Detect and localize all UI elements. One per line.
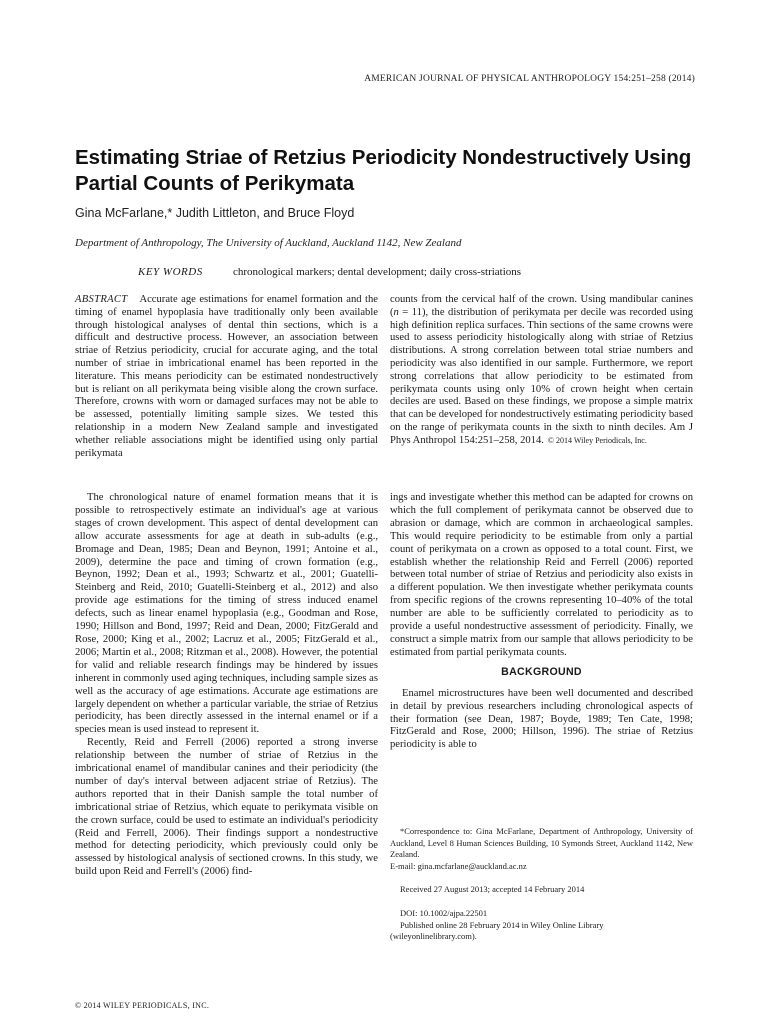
body-paragraph: The chronological nature of enamel formation means that it is possible to retrospectively estimate an individual's age at various stages of crown development. This aspect of dental development can allow accurate assessments for age at death in sub-adults (e.g., Bromage and Dean, 1985; Dean and Beynon, 1991; Antoine et al., 2009), determine the pace and timing of crown formation (e.g., Beynon, 1992; Dean et al., 1993; Schwartz et al., 2001; Guatelli-Steinberg and Reid, 2010; Guatelli-Steinberg et al., 2012) and also provide age estimations for the timing of stress induced enamel defects, such as linear enamel hypoplasia (e.g., Goodman and Rose, 1990; Hillson and Bond, 1997; Reid and Dean, 2000; FitzGerald and Rose, 2000; King et al., 2002; Lacruz et al., 2005; FitzGerald et al., 2006; Martin et al., 2008; Ritzman et al., 2008). However, the potential for valid and reliable research findings may be hindered by issues inherent in commonly used aging techniques, including sample sizes as well as the accuracy of age estimations. Accurate age estimations are largely dependent on whether a particular variable, the striae of Retzius periodicity, has been directly assessed in the internal enamel or if a species mean is used instead to represent it.	[75, 492, 378, 736]
correspondence-email: E-mail: gina.mcfarlane@auckland.ac.nz	[390, 860, 527, 871]
abstract-text-right-a: counts from the cervical half of the crown. Using mandibular canines (	[390, 294, 693, 318]
footnotes	[390, 826, 693, 943]
abstract-italic-n: n	[393, 306, 399, 318]
abstract-copyright: © 2014 Wiley Periodicals, Inc.	[547, 435, 647, 445]
library-url: (wileyonlinelibrary.com).	[390, 931, 477, 942]
abstract-text-left: Accurate age estimations for enamel formation and the timing of enamel hypoplasia have traditionally only been available through histological analyses of dental thin sections, which is a difficult and destructive process. However, an association between striae of Retzius periodicity, crucial for accurate aging, and the total number of striae in imbricational enamel has been reported in the literature. This means periodicity can be estimated nondestructively but is reliant on all perikymata being visible along the crown surface. Therefore, crowns with worn or damaged surfaces may not be able to be assessed, potentially limiting sample sizes. We tested this relationship in a modern New Zealand sample and investigated whether reliable associations might be identified using only partial perikymata	[75, 294, 378, 459]
footer-copyright: © 2014 WILEY PERIODICALS, INC.	[75, 1001, 210, 1010]
body-paragraph: Enamel microstructures have been well documented and described in detail by previous researchers including chronological aspects of their formation (see Dean, 1987; Boyde, 1989; Ten Cate, 1998; FitzGerald and Rose, 2000; Hillson, 1996). The striae of Retzius periodicity is able to	[390, 687, 693, 751]
abstract-right-column	[390, 294, 693, 448]
body-right-column	[390, 492, 693, 752]
keywords-text: chronological markers; dental development; daily cross-striations	[233, 266, 522, 278]
abstract-left-column	[75, 294, 378, 460]
keywords-label: KEY WORDS	[138, 266, 203, 278]
section-heading-background: BACKGROUND	[501, 665, 582, 678]
doi: DOI: 10.1002/ajpa.22501	[400, 907, 488, 918]
published-online: Published online 28 February 2014 in Wiley Online Library	[400, 919, 604, 930]
abstract-label: ABSTRACT	[75, 294, 128, 305]
affiliation: Department of Anthropology, The University of Auckland, Auckland 1142, New Zealand	[75, 237, 462, 249]
article-title: Estimating Striae of Retzius Periodicity Nondestructively Using Partial Counts of Perikymata	[75, 146, 692, 195]
correspondence-note: *Correspondence to: Gina McFarlane, Department of Anthropology, University of Auckland, Level 8 Human Sciences Building, 10 Symonds Street, Auckland 1142, New Zealand.	[390, 826, 693, 860]
body-paragraph: Recently, Reid and Ferrell (2006) reported a strong inverse relationship between the number of striae of Retzius in the imbricational enamel of mandibular canines and their periodicity (the number of day's interval between adjacent striae of Retzius). The authors reported that in their Danish sample the total number of imbricational striae of Retzius, which equate to perikymata visible on the crown surface, could be used to estimate an individual's periodicity (Reid and Ferrell, 2006). Their findings support a nondestructive method for detecting periodicity, which previously could only be assessed by histological analysis of sectioned crowns. In this study, we build upon Reid and Ferrell's (2006) find-	[75, 737, 378, 878]
journal-header: AMERICAN JOURNAL OF PHYSICAL ANTHROPOLOGY 154:251–258 (2014)	[364, 74, 695, 84]
received-dates: Received 27 August 2013; accepted 14 February 2014	[400, 884, 585, 895]
author-list: Gina McFarlane,* Judith Littleton, and Bruce Floyd	[75, 206, 355, 220]
abstract-text-right-b: = 11), the distribution of perikymata per decile was recorded using high definition replica surfaces. Thin sections of the same crowns were used to assess periodicity histologically along with striae of Retzius distributions. A strong correlation between total striae numbers and periodicity was also identified in our sample. Furthermore, we report strong correlations that allow periodicity to be estimated from perikymata counts using only 10% of crown height when certain deciles are used. Based on these findings, we propose a simple matrix that can be developed for nondestructively estimating periodicity based on the range of perikymata counts in the sixth to ninth deciles. Am J Phys Anthropol 154:251–258, 2014.	[390, 306, 693, 446]
body-left-column	[75, 492, 378, 879]
body-paragraph: ings and investigate whether this method can be adapted for crowns on which the full complement of perikymata cannot be observed due to abrasion or damage, which are common in archaeological samples. This would require periodicity to be estimable from only a partial count of perikymata on a crown as opposed to a total count. First, we establish whether the relationship Reid and Ferrell (2006) reported between total number of striae of Retzius and periodicity also exists in a different population. We then investigate whether perikymata counts from specific regions of the crowns representing 10–40% of the total number are able to be sufficiently correlated to periodicity as to provide a useful nondestructive assessment of periodicity. Finally, we construct a simple matrix from our sample that allows periodicity to be estimated from partial perikymata counts.	[390, 492, 693, 658]
